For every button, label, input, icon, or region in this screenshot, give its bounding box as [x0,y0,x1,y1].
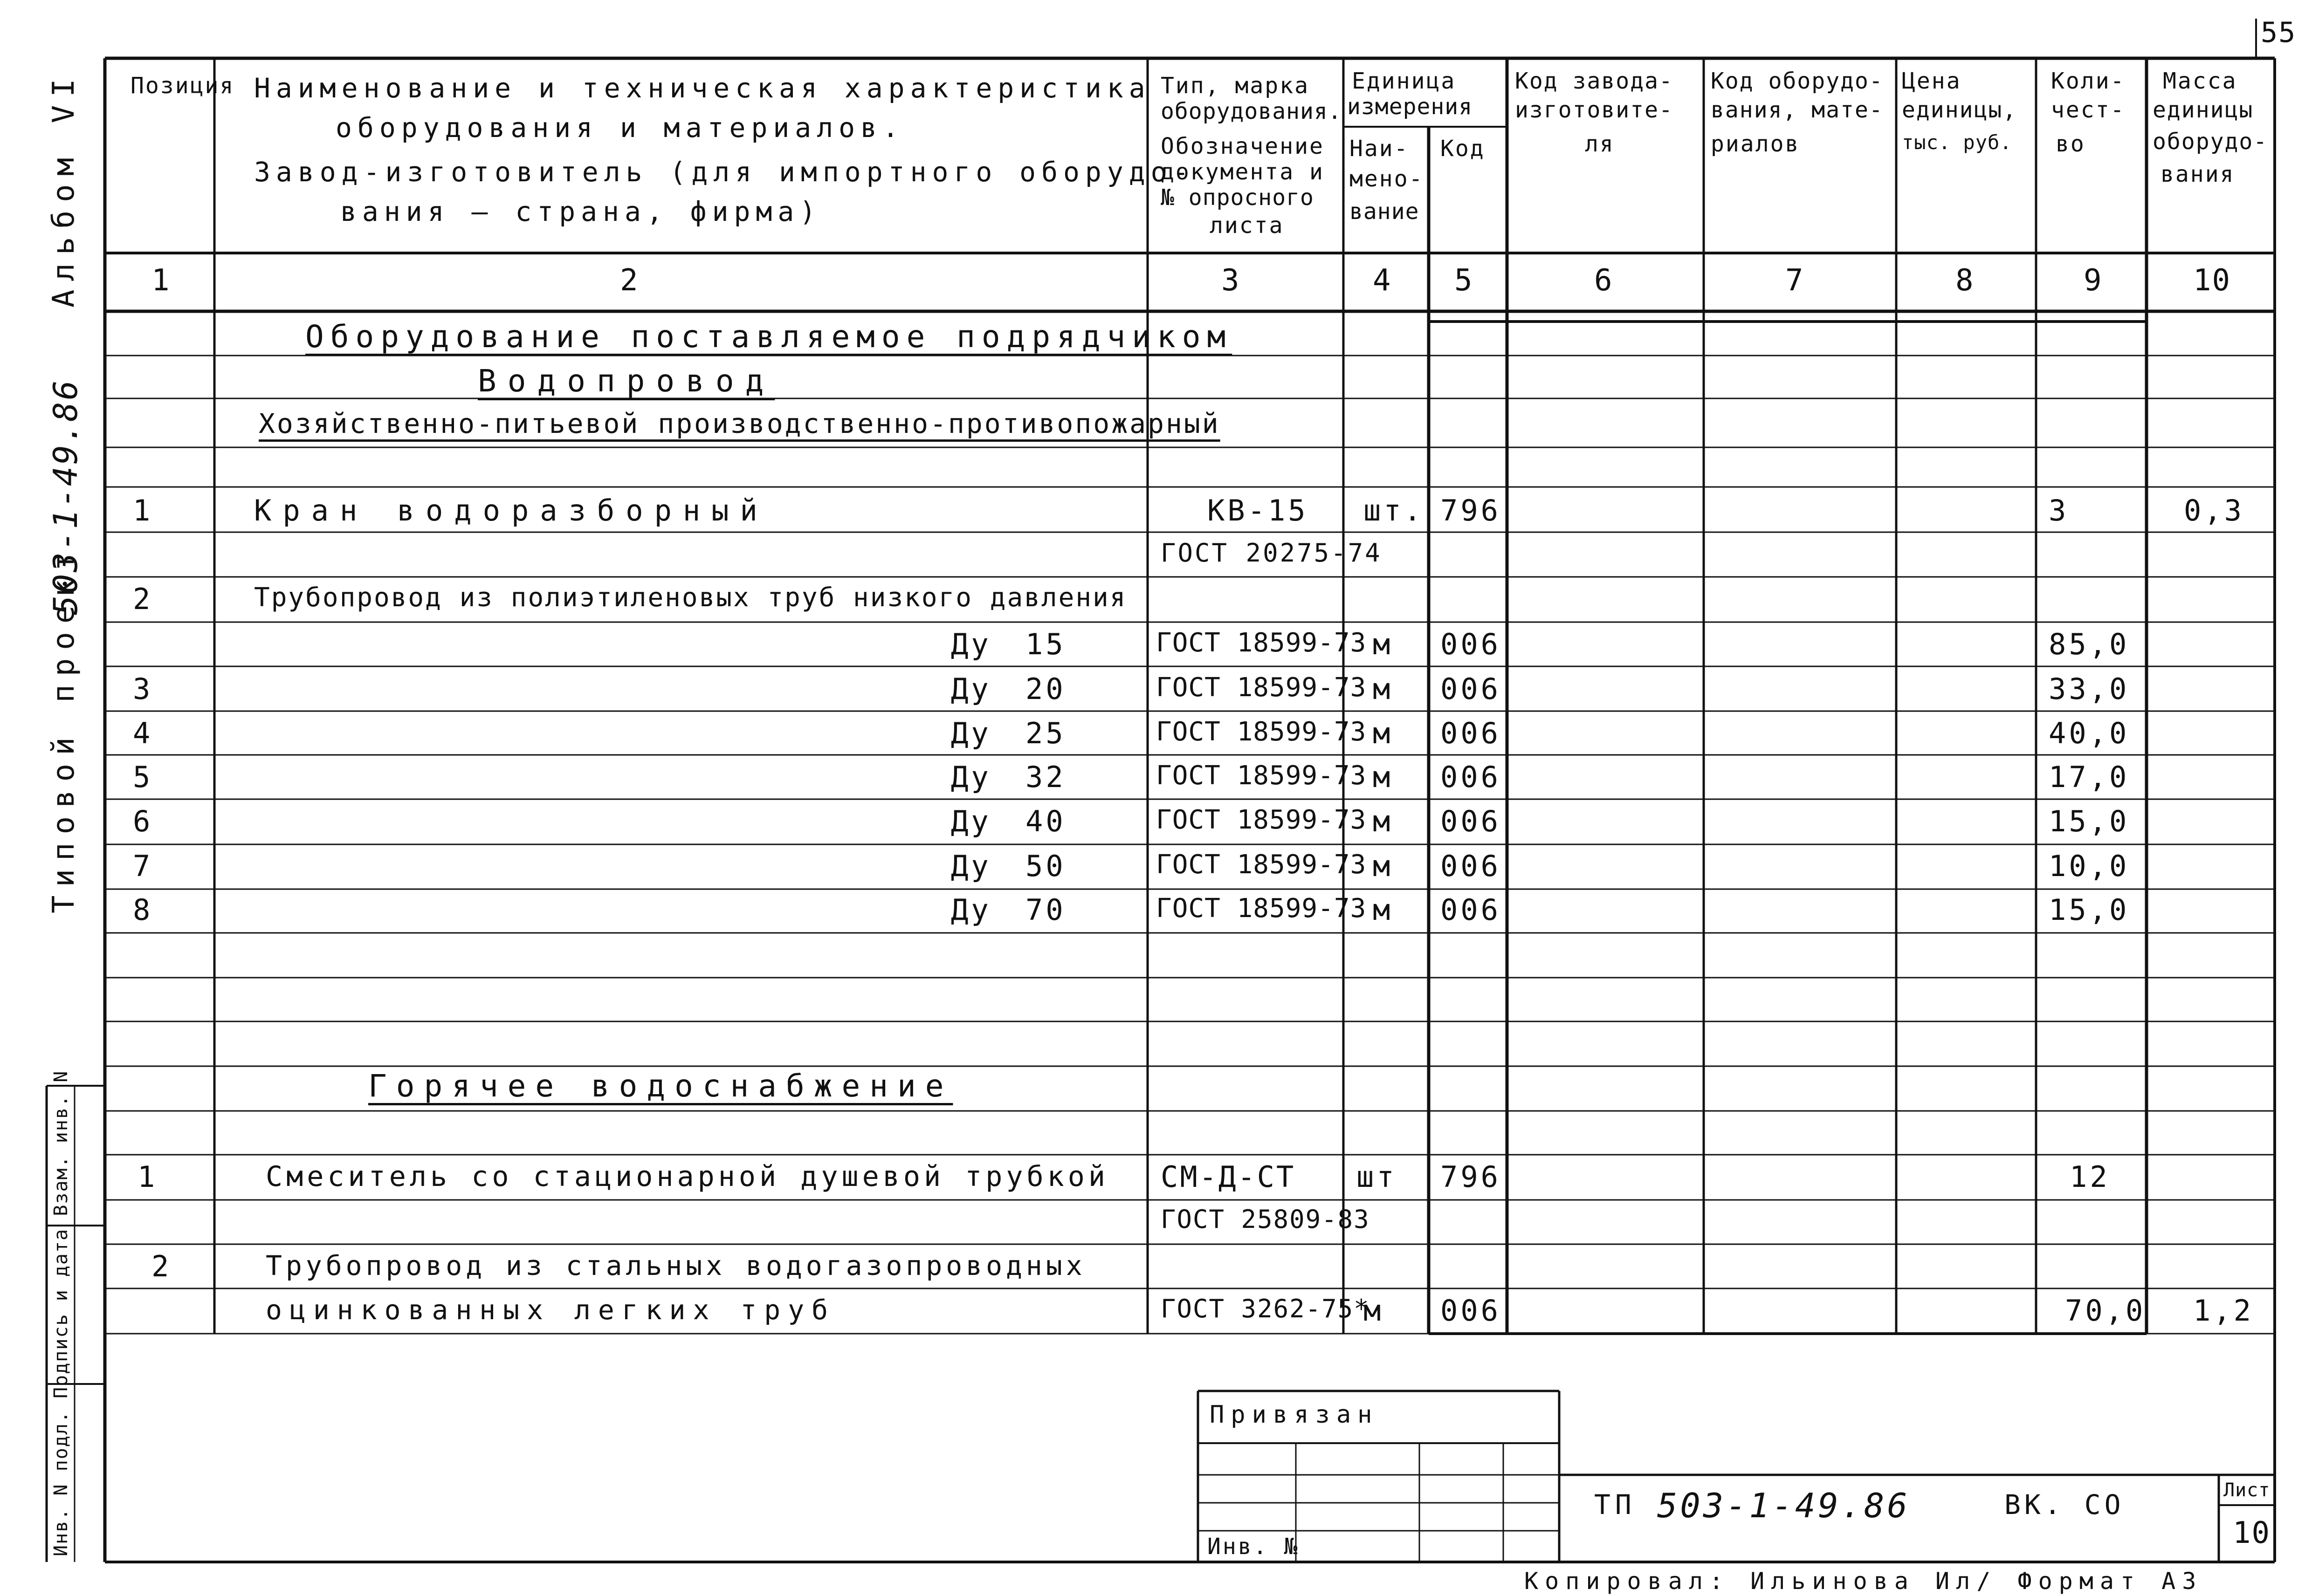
header-col3-a: Тип, марка [1161,73,1309,99]
row-code: 006 [1440,627,1501,661]
row-code: 006 [1440,760,1501,794]
row-code: 006 [1440,893,1501,927]
row-size: 40 [1025,804,1066,838]
row-mass: 0,3 [2184,493,2244,527]
row-type: ГОСТ 18599-73 [1156,849,1367,880]
row-position: 8 [133,893,153,927]
stamp-inv-label: Инв. № [1207,1534,1300,1560]
header-col2-line3: Завод-изготовитель (для импортного оборудо- [254,156,1195,188]
header-col3-f: листа [1210,212,1284,239]
col-number: 4 [1373,263,1394,298]
row-dy: Ду [951,804,991,838]
header-col8-a: Цена [1902,68,1961,94]
row-qty: 12 [2070,1160,2110,1194]
header-col6-c: ля [1585,131,1615,157]
doc-mark: ВК. СО [2004,1489,2125,1521]
row-qty: 33,0 [2049,672,2130,706]
row-size: 70 [1025,893,1066,927]
header-col2-line2: оборудования и материалов. [336,112,904,144]
row-type: ГОСТ 3262-75* [1161,1294,1370,1323]
row-position: 7 [133,849,153,883]
stamp-strip-labels: Инв. N подл. Подпись и дата Взам. инв. N [50,1070,72,1556]
header-col9-c: во [2056,131,2085,157]
row-name: Кран водоразборный [254,493,769,527]
header-col10-d: вания [2161,161,2235,187]
row-type: ГОСТ 18599-73 [1156,672,1367,703]
row-code: 796 [1440,493,1501,527]
row-type: ГОСТ 20275-74 [1161,538,1382,568]
row-name: Смеситель со стационарной душевой трубкой [266,1160,1109,1193]
section-heading: Оборудование поставляемое подрядчиком [305,319,1232,355]
header-col4-b: мено- [1349,166,1424,192]
header-col4-a: Наи- [1349,136,1409,162]
header-col7-b: вания, мате- [1711,97,1884,123]
row-type: ГОСТ 18599-73 [1156,760,1367,791]
header-col10-b: единицы [2153,97,2254,123]
row-unit: м [1373,804,1393,838]
row-position: 4 [133,716,153,750]
row-name: Трубопровод из полиэтиленовых труб низкого давления [254,582,1127,613]
row-unit: м [1373,627,1393,661]
sheet-label: Лист [2223,1480,2271,1501]
header-unit-a: Единица [1352,68,1456,94]
col-number: 2 [620,263,641,298]
row-type: ГОСТ 18599-73 [1156,717,1367,747]
row-dy: Ду [951,627,991,661]
row-position: 2 [133,582,153,616]
row-position: 6 [133,804,153,838]
row-unit: м [1363,1294,1384,1328]
row-unit: м [1373,893,1393,927]
header-col3-b: оборудования. [1161,98,1342,124]
header-col7-c: риалов [1711,131,1800,157]
row-qty: 15,0 [2049,893,2130,927]
section-heading: Горячее водоснабжение [368,1068,953,1104]
header-col5: Код [1440,136,1485,162]
header-col7-a: Код оборудо- [1711,68,1884,94]
row-dy: Ду [951,849,991,883]
col-number: 10 [2193,263,2231,298]
col-number: 7 [1785,263,1806,298]
row-dy: Ду [951,893,991,927]
header-col10-c: оборудо- [2153,129,2268,155]
row-position: 5 [133,760,153,794]
row-code: 006 [1440,849,1501,883]
sheet-corner-number: 55 [2261,16,2297,49]
header-col3-e: № опросного [1161,185,1314,211]
row-qty: 70,0 [2065,1294,2146,1328]
row-position: 2 [151,1249,172,1283]
header-col3-d: документа и [1161,159,1324,185]
doc-prefix: ТП [1594,1489,1636,1521]
row-size: 20 [1025,672,1066,706]
stamp-bound-label: Привязан [1210,1401,1379,1429]
doc-code: 503-1-49.86 [1657,1486,1910,1525]
row-size: 15 [1025,627,1066,661]
header-col2-line4: вания — страна, фирма) [340,196,822,227]
row-position: 3 [133,672,153,706]
col-number: 6 [1594,263,1615,298]
header-col3-c: Обозначение [1161,133,1324,159]
col-number: 5 [1454,263,1475,298]
row-type: ГОСТ 25809-83 [1161,1205,1370,1234]
header-col2-line1: Наименование и техническая характеристика [254,72,1151,104]
row-mass: 1,2 [2193,1294,2254,1328]
header-col6-a: Код завода- [1515,68,1673,94]
col-number: 1 [151,263,172,298]
header-col1: Позиция [131,73,235,99]
header-col9-b: чест- [2051,97,2126,123]
row-unit: шт [1356,1160,1397,1194]
row-type: СМ-Д-СТ [1161,1160,1296,1194]
row-dy: Ду [951,716,991,750]
row-name: Трубопровод из стальных водогазопроводных [266,1250,1086,1281]
section-heading: Хозяйственно-питьевой производственно-противопожарный [259,408,1220,439]
section-heading: Водопровод [478,363,775,399]
copy-note: Копировал: Ильинова Ил/ Формат А3 [1524,1568,2203,1595]
row-type: ГОСТ 18599-73 [1156,628,1367,658]
header-col10-a: Масса [2163,68,2237,94]
row-qty: 3 [2049,493,2069,527]
header-col6-b: изготовите- [1515,97,1673,123]
row-code: 006 [1440,672,1501,706]
header-unit-b: измерения [1347,94,1473,120]
row-qty: 15,0 [2049,804,2130,838]
row-dy: Ду [951,672,991,706]
row-qty: 40,0 [2049,716,2130,750]
header-col4-c: вание [1349,199,1419,225]
col-number: 9 [2084,263,2105,298]
row-type: ГОСТ 18599-73 [1156,893,1367,924]
row-size: 25 [1025,716,1066,750]
row-qty: 85,0 [2049,627,2130,661]
row-type: КВ-15 [1207,493,1308,527]
album-label: Альбом VI [47,70,81,308]
row-size: 50 [1025,849,1066,883]
sheet-number: 10 [2233,1516,2271,1550]
project-prefix: Типовой проект [47,544,81,913]
project-code-side: 503-1-49.86 [47,378,85,615]
row-qty: 17,0 [2049,760,2130,794]
row-size: 32 [1025,760,1066,794]
row-code: 006 [1440,1294,1501,1328]
col-number: 8 [1955,263,1976,298]
row-unit: м [1373,760,1393,794]
header-col8-c: тыс. руб. [1902,131,2012,154]
row-qty: 10,0 [2049,849,2130,883]
row-unit: м [1373,849,1393,883]
row-unit: м [1373,672,1393,706]
row-code: 006 [1440,716,1501,750]
header-col9-a: Коли- [2051,68,2126,94]
row-unit: шт. [1363,493,1424,527]
row-unit: м [1373,716,1393,750]
row-type: ГОСТ 18599-73 [1156,805,1367,835]
row-code: 006 [1440,804,1501,838]
row-dy: Ду [951,760,991,794]
row-position: 1 [133,493,153,527]
row-code: 796 [1440,1160,1501,1194]
row-name: оцинкованных легких труб [266,1294,836,1326]
col-number: 3 [1221,263,1242,298]
row-position: 1 [138,1160,158,1194]
header-col8-b: единицы, [1902,97,2017,123]
